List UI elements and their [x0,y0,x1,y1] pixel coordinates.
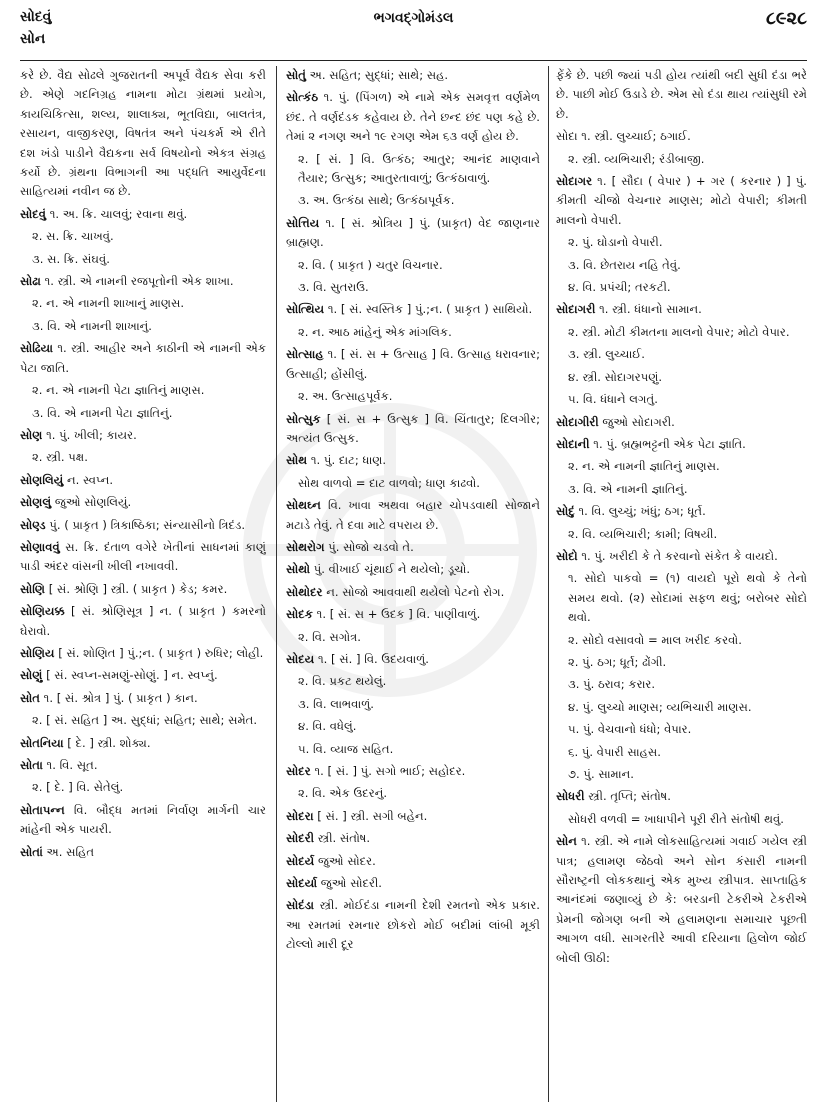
entry-definition: [ દે. ] સ્ત્રી. શોક્ય. [67,735,151,750]
entry-headword: સોદય [286,651,315,666]
entry-definition: સ્ત્રી. મોઈદંડા નામની દેશી રમતનો એક પ્રકાર. આ રમતમાં રમનાર છોકરો મોઈ બદીમાં લાંબી મૂકી ટોલ્લો મારી દૂર [286,898,540,952]
entry-headword: સોતા [20,758,43,772]
entry-definition: ૧. [ સં. સ + ઉદક ] વિ. પાણીવાળું. [316,607,481,622]
dictionary-entry [286,214,540,253]
page-number: ૮૯૨૮ [765,8,807,29]
entry-headword: સોદાગર [556,174,593,189]
header-rule [20,60,807,61]
dictionary-entry [556,743,807,762]
dictionary-entry [286,474,540,493]
entry-headword: સોણલું [20,495,52,510]
dictionary-entry [20,516,266,535]
dictionary-entry [286,410,540,449]
entry-definition: ૨. ન. એ નામની પેટા જ્ઞાતિનું માણસ. [32,383,205,398]
entry-definition: ૨. વિ. ( પ્રાકૃત ) ચતુર વિચનાર. [298,257,443,272]
dictionary-entry [286,560,540,579]
column-left [20,66,266,1106]
entry-headword: સોદવું [20,206,46,221]
entry-definition: ૧. સ્ત્રી. આહીર અને કાઠીની એ નામની એક પેટા જાતિ. [20,341,266,375]
entry-headword: સોધરી [556,789,585,804]
dictionary-entry [20,471,266,490]
entry-definition: ૫. વિ. ધંધાને લગતું. [568,392,658,407]
entry-headword: સોણિય [20,645,55,660]
entry-definition: ૩. અ. ઉત્કંઠા સાથે; ઉત્કંઠાપૂર્વક. [298,193,455,208]
entry-headword: સોત્કંઠ [286,90,319,105]
dictionary-entry [556,172,807,230]
dictionary-entry [556,256,807,275]
dictionary-entry [20,227,266,246]
entry-definition: ૧. સ્ત્રી. એ નામની રજપૂતોની એક શાખા. [44,274,234,289]
dictionary-entry [286,829,540,848]
dictionary-entry [556,547,807,566]
page-header [20,6,807,62]
column-right [556,66,807,1106]
column-divider [276,66,277,1102]
entry-definition: ૧. [ સં. સ + ઉત્સાહ ] વિ. ઉત્સાહ ધરાવનાર; ઉત્સાહી; હોંસીલું. [286,347,540,381]
dictionary-entry [556,675,807,694]
dictionary-entry [286,852,540,871]
entry-definition: ૧. પું. દાટ; ધાણ. [310,453,387,468]
entry-definition: કરે છે. વૈદ્ય સોઢલે ગુજરાતની અપૂર્વ વૈદ્યક સેવા કરી છે. એણે ગદનિગ્રહ નામના મોટા ગ્રંથમાં પ્રયોગ, કાયચિકિત્સા, શલ્ય, શાલાક્ય, ભૂતવિદ્યા, બાલતંત્ર, રસાયન, વાજીકરણ, વિષતંત્ર અને પંચકર્મ એ રીતે દશ ખંડો પાડીને વૈદ્યકના સર્વ વિષયોનો એકત્ર સંગ્રહ કર્યો છે. ગ્રંથના વિભાગની આ પદ્ધતિ આયુર્વેદના સાહિત્યમાં નવીન જ છે. [20,68,266,199]
entry-definition: ૧. [ સૌદા ( વેપાર ) + ગર ( કરનાર ) ] પું. કીમતી ચીજો વેચનાર માણસ; મોટો વેપારી; કીમતી માલનો વેપારી. [556,174,807,227]
dictionary-entry [20,294,266,313]
dictionary-entry [286,695,540,714]
entry-definition: ૨. સ્ત્રી. વ્યભિચારી; રંડીબાજી. [568,151,705,166]
entry-definition: અ. સહિત [46,844,95,859]
dictionary-entry [286,256,540,275]
dictionary-entry [556,413,807,432]
column-divider [548,66,549,1102]
entry-definition: ૧. વિ. લુચ્ચું; ખંધું; ઠગ; ધૂર્ત. [578,504,706,519]
dictionary-entry [286,874,540,893]
entry-headword: સોદર્યા [286,876,318,891]
entry-headword: સોત [20,690,40,705]
entry-definition: ૧. અ. ક્રિ. ચાલવું; રવાના થવું. [49,206,188,221]
dictionary-entry [556,653,807,672]
entry-headword: સોણિયક્ક [20,604,65,619]
entry-headword: સોતાં [20,844,43,859]
dictionary-entry [556,368,807,387]
entry-headword: સોદંડા [286,898,314,913]
entry-headword: સોદાગીરી [556,414,599,429]
entry-definition: ૨. અ. ઉત્સાહપૂર્વક. [298,389,393,404]
dictionary-columns [20,66,807,1106]
dictionary-entry [20,339,266,378]
entry-definition: ૩. વિ. સુતરાઉ. [298,280,369,295]
entry-definition: ૪. સ્ત્રી. સોદાગરપણું. [568,369,663,384]
entry-definition: [ સં. સ્વપ્ન-સમણું-સોણું. ] ન. સ્વપ્નું. [46,668,218,683]
dictionary-entry [20,493,266,512]
dictionary-entry [286,150,540,189]
entry-definition: ૨. સ. ક્રિ. ચાખવું. [32,229,114,244]
entry-definition: પું. ( પ્રાકૃત ) ત્રિકાષ્ઠિકા; સંન્યાસીનો ત્રિદંડ. [49,517,246,532]
dictionary-entry [556,435,807,454]
dictionary-entry [20,644,266,663]
entry-definition: ૨. પું. ઠગ; ધૂર્ત; ઢોંગી. [568,654,667,669]
dictionary-entry [556,233,807,252]
dictionary-entry [286,717,540,736]
dictionary-entry [286,896,540,954]
entry-definition: [ સં. શ્રોણિસૂત્ર ] ન. ( પ્રાકૃત ) કમરનો ઘેરાવો. [20,604,266,638]
entry-definition: ન. સ્વપ્ન. [66,472,114,487]
entry-definition: ૧. પું. (પિંગળ) એ નામે એક સમવૃત્ત વર્ણમેળ છંદ. તે વર્ણદંડક કહેવાય છે. તેને છન્દ છંદ પણ કહે છે. તેમાં ૨ નગણ અને ૧૯ રગણ એમ ૬૩ વર્ણ હોય છે. [286,90,540,144]
entry-definition: ૪. પું. લુચ્ચો માણસ; વ્યભિચારી માણસ. [568,699,752,714]
entry-definition: ૩. સ્ત્રી. લુચ્ચાઈ. [568,347,645,362]
column-middle [286,66,540,1106]
entry-headword: સોન [556,834,577,849]
entry-headword: સોતનિયા [20,735,64,750]
dictionary-entry [20,448,266,467]
entry-headword: સોથો [286,562,311,577]
dictionary-entry [556,502,807,521]
entry-definition: ૫. પું. વેચવાનો ધંધો; વેપાર. [568,722,692,737]
entry-definition: સોધરી વળવી = ખાધાપીને પૂરી રીતે સંતોષી થવું. [568,811,784,826]
entry-headword: સોદક [286,607,313,622]
dictionary-entry [556,720,807,739]
entry-headword: સોથઘ્ન [286,498,321,513]
dictionary-entry [20,272,266,291]
dictionary-entry [556,323,807,342]
entry-definition: ૨. સ્ત્રી. મોટી કીમતના માલનો વેપાર; મોટો વેપાર. [568,324,790,339]
dictionary-entry [556,631,807,650]
entry-headword: સોણલિયું [20,472,64,487]
dictionary-entry [556,832,807,968]
entry-definition: ૩. વિ. એ નામની શાખાનું. [32,318,152,333]
entry-definition: ૨. [ સં. સહિત ] અ. સુદ્ધાં; સહિત; સાથે; સમેત. [32,713,258,728]
dictionary-entry [556,390,807,409]
entry-definition: ૨. પું. ઘોડાનો વેપારી. [568,235,663,250]
entry-definition: ૩. વિ. એ નામની પેટા જ્ઞાતિનું. [32,405,173,420]
dictionary-entry [556,278,807,297]
dictionary-entry [286,191,540,210]
entry-definition: ૫. વિ. વ્યાજ સહિત. [298,741,394,756]
entry-definition: ૩. પું. ઠરાવ; કરાર. [568,677,656,692]
entry-definition: ૨. ન. આઠ માંહેનું એક માંગલિક. [298,324,452,339]
dictionary-entry [20,843,266,862]
entry-definition: ૧. પું. ખરીદી કે તે કરવાનો સંકેત કે વાયદો. [581,548,778,563]
entry-headword: સોદર [286,764,311,778]
dictionary-entry [286,583,540,602]
book-title: ભગવદ્ગોમંડલ [373,10,454,26]
dictionary-entry [556,787,807,806]
dictionary-entry [286,807,540,826]
entry-definition: ૩. વિ. એ નામની જ્ઞાતિનું. [568,481,688,496]
entry-definition: ન. સોજો આવવાથી થયેલો પેટનો રોગ. [326,584,505,599]
dictionary-entry [20,711,266,730]
entry-definition: ૨. સ્ત્રી. પક્ષ. [32,450,88,465]
dictionary-entry [556,525,807,544]
entry-definition: ૨. વિ. પ્રકટ થયેલું. [298,674,387,689]
entry-definition: ૩. સ. ક્રિ. સંઘવું. [32,251,110,266]
dictionary-entry [286,451,540,470]
entry-definition: ૨. [ દે. ] વિ. સેતેલું. [32,780,124,795]
dictionary-entry [20,689,266,708]
entry-headword: સોત્સાહ [286,347,324,362]
entry-definition: અ. સહિત; સુદ્ધાં; સાથે; સહ. [309,68,449,82]
dictionary-entry [20,317,266,336]
dictionary-entry [556,765,807,784]
entry-definition: ૨. વિ. વ્યભિચારી; કામી; વિષયી. [568,526,718,541]
dictionary-entry [556,457,807,476]
dictionary-entry [20,404,266,423]
dictionary-entry [20,801,266,840]
dictionary-entry [286,88,540,146]
dictionary-entry [556,150,807,169]
entry-headword: સોઢા [20,274,41,289]
entry-definition: [ સં. શોણિત ] પું.;ન. ( પ્રાકૃત ) રુધિર; લોહી. [58,645,264,660]
entry-definition: ૭. પું. સામાન. [568,767,634,781]
entry-headword: સોણિ [20,581,46,596]
entry-definition: ૪. વિ. પ્રપંચી; તરકટી. [568,280,671,295]
entry-headword: સોણાવવું [20,539,60,554]
dictionary-entry [286,66,540,85]
dictionary-entry [556,300,807,319]
dictionary-entry [286,762,540,781]
entry-definition: [ સં. ] સ્ત્રી. સગી બહેન. [317,808,428,823]
entry-definition: ૨. ન. એ નામની જ્ઞાતિનું માણસ. [568,459,720,474]
dictionary-entry [20,250,266,269]
dictionary-entry [20,538,266,577]
entry-headword: સોદાની [556,436,590,451]
dictionary-entry [20,205,266,224]
entry-definition: ૩. વિ. છેતરાય નહિ તેવું. [568,257,681,272]
entry-definition: જુઓ સોદાગરી. [602,414,675,429]
dictionary-entry [20,778,266,797]
entry-headword: સોથરોગ [286,539,325,554]
dictionary-entry [556,345,807,364]
entry-headword: સોત્થિય [286,302,325,317]
dictionary-entry [556,127,807,146]
dictionary-entry [286,278,540,297]
dictionary-entry [20,734,266,753]
entry-definition: [ સં. શ્રોણિ ] સ્ત્રી. ( પ્રાકૃત ) કેડ; કમર. [48,581,228,596]
entry-definition: ૨. વિ. સગોત્ર. [298,629,361,644]
entry-definition: ૧. સ્ત્રી. એ નામે લોકસાહિત્યમાં ગવાઈ ગયેલ સ્ત્રી પાત્ર; હલામણ જેઠવો અને સોન કંસારી નામની સૌરાષ્ટ્રની લોકકથાનું એક મુખ્ય સ્ત્રીપાત્ર. સાપ્તાહિક આનંદમાં જણાવ્યું છે કે: બરડાની ટેકરીએ ટેકરીએ પ્રેમની જોગણ બની એ હલામણના સમાચાર પૂછતી આગળ વધી. સાગરતીરે આવી દરિયાના હિલોળ જોઈ બોલી ઊઠી: [556,834,807,965]
dictionary-entry [556,569,807,627]
entry-headword: સોત્તિય [286,215,320,230]
entry-definition: જુઓ સોદરી. [320,876,382,891]
entry-headword: સોણું [20,668,43,683]
entry-definition: [ સં. સ + ઉત્સુક ] વિ. ચિંતાતુર; દિલગીર; અત્યંત ઉત્સુક. [286,411,540,445]
entry-definition: ૧. સોદો પાકવો = (૧) વાયદો પૂરો થવો કે તેનો સમય થવો. (૨) સોદામાં સફળ થવું; બરોબર સોદો થવો. [568,571,807,625]
entry-definition: સ્ત્રી. સંતોષ. [317,831,371,846]
dictionary-entry [556,810,807,829]
entry-definition: વિ. ખાવા અથવા બહાર ચોપડવાથી સોજાને મટાડે તેવું. તે દવા માટે વપરાય છે. [286,498,540,532]
entry-headword: સોણ્ડ [20,517,46,532]
entry-headword: સોદો [556,548,578,563]
entry-headword: સોદરા [286,808,314,823]
entry-headword: સોતાપન્ન [20,802,65,817]
dictionary-entry [20,756,266,775]
dictionary-entry [286,650,540,669]
dictionary-entry [286,300,540,319]
dictionary-entry [286,345,540,384]
entry-definition: ૧. પું. બ્રહ્મભટ્ટની એક પેટા જ્ઞાતિ. [593,436,746,451]
entry-definition: સ્ત્રી. તૃપ્તિ; સંતોષ. [588,789,671,804]
dictionary-entry [20,66,266,202]
entry-headword: સોથ [286,453,308,468]
entry-definition: ૧. [ સં. ] વિ. ઉદયવાળું. [317,651,429,666]
entry-definition: ૪. વિ. વધેલું. [298,719,357,734]
guide-word-first: સોદવું [20,9,52,25]
entry-definition: વિ. બૌદ્ધ મતમાં નિર્વાણ માર્ગની ચાર માંહેની એક પાયરી. [20,802,266,837]
dictionary-entry [286,784,540,803]
dictionary-entry [286,496,540,535]
dictionary-entry [20,381,266,400]
dictionary-entry [286,323,540,342]
entry-definition: ૨. વિ. એક ઉદરનું. [298,786,388,801]
entry-definition: સોથ વાળવો = દાટ વાળવો; ધાણ કાઢવો. [298,475,480,490]
entry-definition: ૧. [ સં. શ્રોત્રિય ] પું. (પ્રાકૃત) વેદ જાણનાર બ્રાહ્મણ. [286,215,540,250]
dictionary-entry [286,672,540,691]
entry-headword: સોદર્ય [286,853,315,868]
entry-definition: સોદા ૧. સ્ત્રી. લુચ્ચાઈ; ઠગાઈ. [556,129,691,144]
entry-definition: ૩. વિ. લાભવાળું. [298,696,374,711]
entry-definition: ૨. ન. એ નામની શાખાનું માણસ. [32,296,185,311]
entry-definition: જુઓ સોણલિયું. [54,495,132,510]
dictionary-entry [20,580,266,599]
entry-headword: સોદાગરી [556,302,596,317]
dictionary-entry [20,666,266,685]
entry-headword: સોદું [556,504,575,519]
entry-definition: ૧. [ સં. ] પું. સગો ભાઈ; સહોદર. [314,764,466,778]
entry-headword: સોથોદર [286,584,323,599]
dictionary-entry [286,740,540,759]
entry-definition: પું. વીખાઈ ચૂંથાઈ ને થયેલો; ડૂચો. [313,562,471,577]
entry-definition: ૨. [ સં. ] વિ. ઉત્કંઠ; આતુર; આનંદ માણવાને તૈયાર; ઉત્સુક; આતુરતાવાળું; ઉત્કંઠાવાળું. [298,151,540,186]
dictionary-entry [556,698,807,717]
entry-definition: ૬. પું. વેપારી સાહસ. [568,744,661,759]
entry-definition: ફેંકે છે. પછી જ્યાં પડી હોય ત્યાંથી બદી સુધી દંડા ભરે છે. પાછી મોઈ ઉડાડે છે. એમ સો દંડા થાય ત્યાંસુધી રમે છે. [556,68,807,121]
entry-definition: પું. સોજો ચડવો તે. [328,539,414,554]
entry-definition: ૧. [ સં. સ્વસ્તિક ] પું.;ન. ( પ્રાકૃત ) સાથિયો. [327,302,533,317]
guide-word-second: સોન [20,31,46,47]
entry-definition: જુઓ સોદર. [317,853,376,868]
dictionary-entry [556,480,807,499]
dictionary-entry [20,602,266,641]
dictionary-entry [286,605,540,624]
dictionary-entry [286,538,540,557]
entry-definition: ૧. વિ. સૂત. [46,758,98,772]
dictionary-entry [556,66,807,124]
dictionary-entry [286,628,540,647]
dictionary-entry [20,426,266,445]
dictionary-entry [286,387,540,406]
entry-definition: ૨. સોદો વસાવવો = માલ ખરીદ કરવો. [568,632,742,647]
entry-headword: સોઢિયા [20,341,54,356]
entry-headword: સોણ [20,427,43,442]
entry-headword: સોત્સુક [286,411,321,426]
entry-definition: સ. ક્રિ. દંતાળ વગેરે ખેતીનાં સાધનમાં કાણું પાડી અંદર વાંસની ખીલી નખાવવી. [20,539,266,574]
entry-headword: સોતું [286,68,306,82]
entry-definition: ૧. પું. ખીલી; કાયર. [46,427,137,442]
entry-definition: ૧. [ સં. શ્રોત્ર ] પું. ( પ્રાકૃત ) કાન. [43,690,198,705]
entry-definition: ૧. સ્ત્રી. ધંધાનો સામાન. [599,302,702,317]
entry-headword: સોદરી [286,831,315,846]
